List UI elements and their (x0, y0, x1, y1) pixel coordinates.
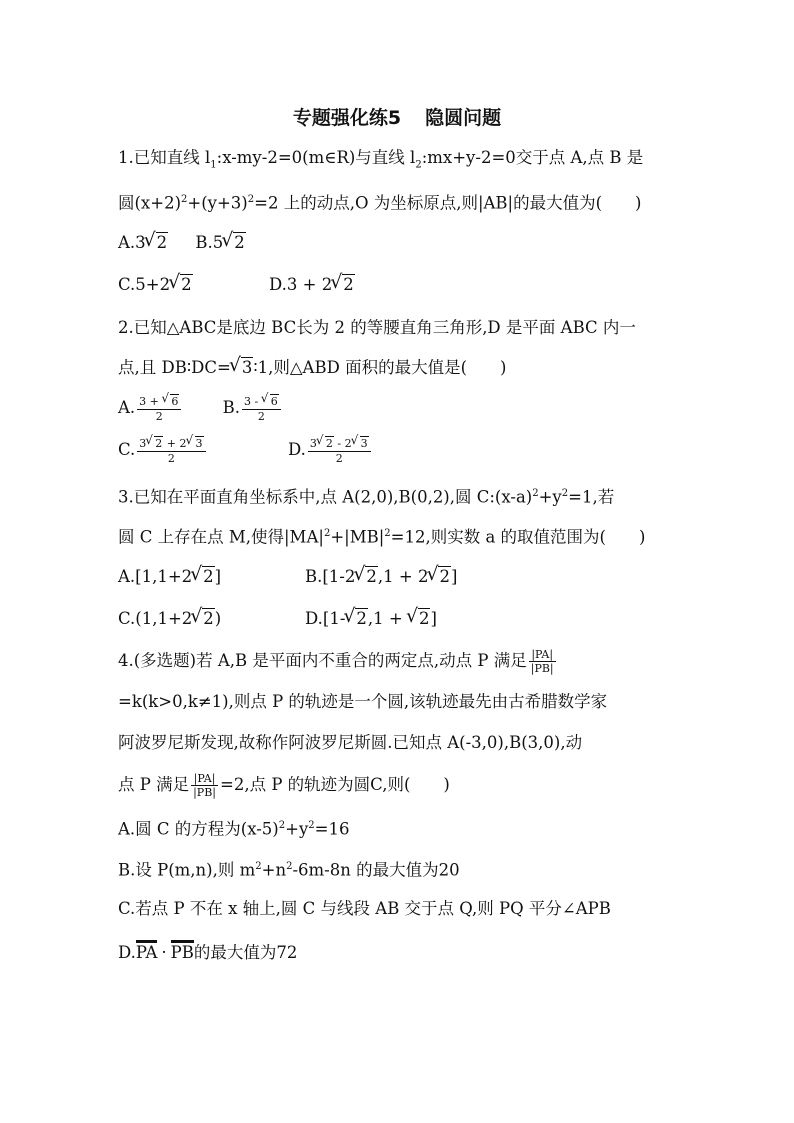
q4-option-b: B.设 P(m,n),则 $m^2+n^2-6m-8n$ 的最大值为20 (118, 860, 460, 880)
q1-options-ab (118, 231, 246, 255)
q1-text: =2 上的动点,O 为坐标原点,则|AB|的最大值为( ) (254, 193, 642, 213)
q4-fraction: $\frac{|PA|}{|PB|}$ (193, 772, 216, 799)
title-sub: 隐圆问题 (425, 107, 502, 129)
q1-text: 1.已知直线 l (118, 148, 211, 167)
q1-text: 圆(x+2) (118, 193, 182, 213)
q1-line-2 (118, 188, 642, 216)
q1-option-a: A.3√ 2 (118, 231, 168, 255)
title-main: 专题强化练5 (292, 107, 402, 129)
q4-line-4 (118, 772, 450, 799)
q3-option-a: A.[1,1+2√ 2] (118, 565, 221, 589)
q2-text: 2.已知△ABC是底边 BC长为 2 的等腰直角三角形,D 是平面 ABC 内一 (118, 318, 636, 337)
q1-text: +(y+3) (187, 193, 248, 213)
q1-sup: 2 (181, 194, 188, 205)
q1-text: :x-my-2=0(m∈R)与直线 l (216, 148, 416, 167)
q4-option-c: C.若点 P 不在 x 轴上,圆 C 与线段 AB 交于点 Q,则 PQ 平分∠APB (118, 899, 611, 918)
q1-option-d: D.3 + 2√ 2 (269, 273, 355, 297)
q2-option-a: A. $\frac{3 + √ 6}{2}$ (118, 394, 183, 423)
q1-sub: 2 (415, 159, 422, 171)
q2-options-ab (118, 394, 283, 423)
q4-line-2 (118, 690, 607, 714)
sqrt-symbol: √ 2 (171, 273, 193, 297)
q4-fraction: $\frac{|PA|}{|PB|}$ (530, 648, 554, 675)
q1-option-c: C.5+2√ 2 (118, 273, 193, 297)
q4-text: 阿波罗尼斯发现,故称作阿波罗尼斯圆.已知点 A(-3,0),B(3,0),动 (118, 733, 583, 752)
vector-pa: PA (136, 940, 158, 962)
page-title (0, 103, 794, 130)
sqrt-symbol: √ 2 (224, 231, 246, 255)
q3-text: 圆 C 上存在点 M,使得|MA| (118, 527, 324, 547)
q3-options-ab (118, 565, 458, 589)
q1-sub: 1 (210, 159, 217, 171)
q4-text: 4.(多选题)若 A,B 是平面内不重合的两定点,动点 P 满足 (118, 651, 527, 670)
q4-text: =k(k>0,k≠1),则点 P 的轨迹是一个圆,该轨迹最先由古希腊数学家 (118, 692, 608, 711)
q1-options-cd (118, 273, 354, 297)
q3-option-b: B.[1-2√ 2,1 + 2√ 2] (305, 565, 457, 589)
q3-text: 3.已知在平面直角坐标系中,点 A(2,0),B(0,2),圆 C:(x-a) (118, 487, 533, 507)
q2-line-2 (118, 356, 506, 380)
q1-text: :mx+y-2=0交于点 A,点 B 是 (421, 148, 644, 167)
q3-option-d: D.[1-√ 2,1 + √ 2] (305, 607, 437, 631)
q2-line-1 (118, 316, 636, 340)
q2-option-c: C. $\frac{3√ 2 + 2√ 3}{2}$ (118, 436, 208, 465)
sqrt-symbol: √ 2 (147, 231, 169, 255)
q3-options-cd (118, 607, 437, 631)
q2-options-cd (118, 436, 368, 465)
vector-pb: PB (171, 940, 194, 962)
q2-option-b: B. $\frac{3 - √ 6}{2}$ (223, 394, 283, 423)
q2-option-d: D. $\frac{3√ 2 - 2√ 3}{2}$ (288, 436, 373, 465)
q3-line-2: 圆 C 上存在点 M,使得$|MA|^2+|MB|^2=12$,则实数 a 的取值范围为( ) (118, 527, 646, 547)
q1-option-b: B.5√ 2 (195, 231, 245, 255)
q1-line-1 (118, 146, 643, 177)
q2-text: ∶1,则△ABD 面积的最大值是( ) (253, 358, 507, 377)
sqrt-symbol: √ 3 (232, 356, 254, 380)
q4-text: 点 P 满足 (118, 775, 190, 794)
q4-option-a: A.圆 C 的方程为$(x-5)^2+y^2=16$ (118, 819, 350, 839)
q4-text: =2,点 P 的轨迹为圆C,则( ) (220, 775, 450, 794)
q3-line-1: 3.已知在平面直角坐标系中,点 A(2,0),B(0,2),圆 $C:(x-a)^2+y^2=1$,若 (118, 487, 615, 507)
q4-line-3 (118, 731, 582, 755)
q4-option-d: D.PA · PB的最大值为72 (118, 940, 297, 965)
q2-text: 点,且 DB∶DC= (118, 358, 231, 377)
q1-sup: 2 (247, 194, 255, 205)
q4-line-1 (118, 648, 558, 675)
q3-option-c: C.(1,1+2√ 2) (118, 607, 221, 631)
sqrt-symbol: √ 2 (333, 273, 355, 297)
